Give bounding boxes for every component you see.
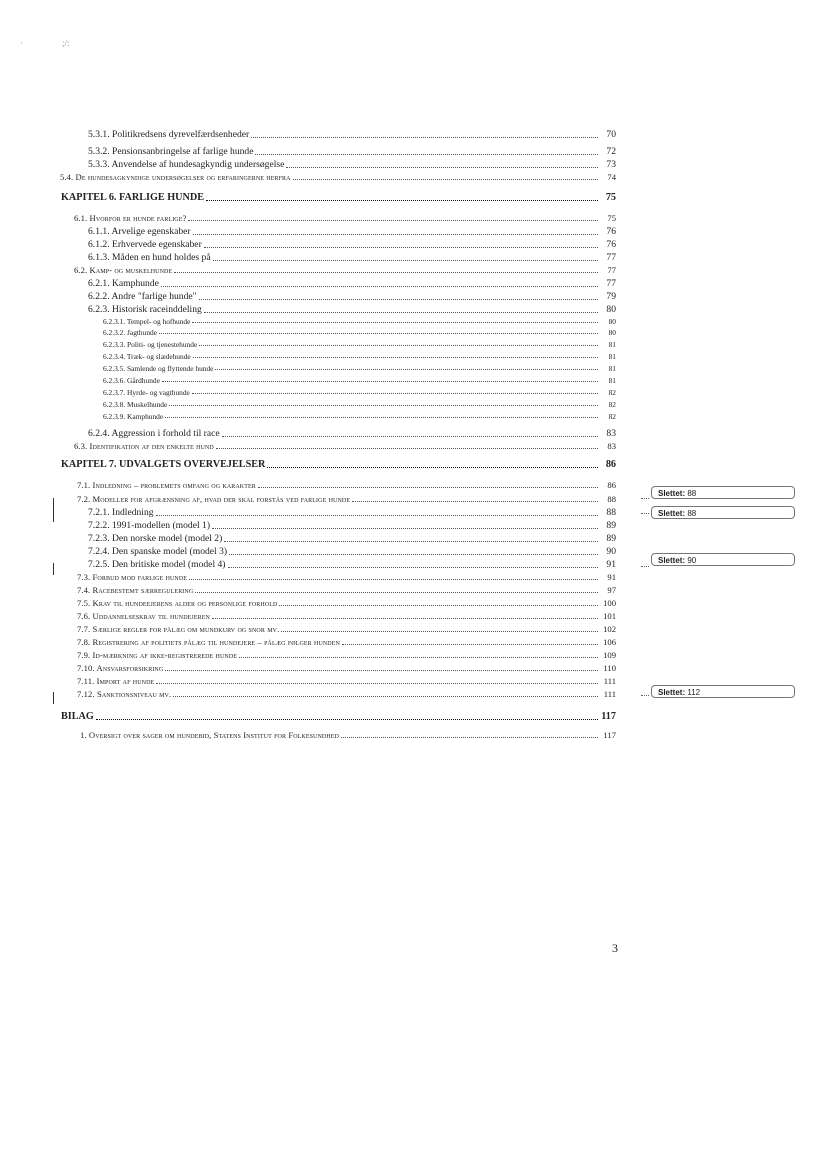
comment-leader bbox=[641, 498, 649, 499]
dot-leader bbox=[192, 322, 598, 323]
toc-entry-title: Måden en hund holdes på bbox=[112, 252, 211, 263]
toc-entry[interactable] bbox=[60, 173, 616, 182]
toc-entry-number: 1. bbox=[80, 730, 87, 740]
dot-leader bbox=[258, 487, 598, 488]
change-bar bbox=[53, 692, 54, 704]
toc-entry[interactable] bbox=[103, 341, 616, 348]
dot-leader bbox=[286, 167, 598, 168]
toc-entry-number: 6.2.3.7. bbox=[103, 388, 126, 397]
toc-entry[interactable] bbox=[103, 413, 616, 420]
dot-leader bbox=[222, 436, 598, 437]
toc-entry[interactable] bbox=[88, 429, 616, 439]
toc-entry-title: Samlende og flyttende hunde bbox=[127, 364, 214, 373]
toc-entry-title: Tempel- og hofhunde bbox=[126, 317, 191, 326]
comment-label: Slettet: bbox=[658, 556, 686, 565]
toc-entry-number: 6.2. bbox=[74, 265, 88, 275]
toc-entry-label bbox=[88, 240, 202, 250]
toc-entry-number: 6.2.3.4. bbox=[103, 352, 126, 361]
dot-leader bbox=[193, 234, 598, 235]
toc-entry-page: 81 bbox=[608, 352, 616, 361]
toc-entry-number: 7.11. bbox=[77, 676, 95, 686]
dot-leader bbox=[341, 737, 598, 738]
toc-entry-label bbox=[103, 329, 157, 336]
toc-entry-page: 88 bbox=[607, 494, 616, 504]
page-number: 3 bbox=[612, 941, 618, 955]
toc-entry-number: 6.2.3.9. bbox=[103, 412, 126, 421]
toc-entry-number: 6.1.2. bbox=[88, 239, 110, 250]
toc-entry-number: 7.2.1. bbox=[88, 507, 110, 518]
toc-entry-number: 6.2.1. bbox=[88, 278, 110, 289]
toc-entry-number: 7.8. bbox=[77, 637, 91, 647]
toc-entry-title: Registrering af politiets pålæg til hundejere – pålæg følger hunden bbox=[92, 637, 340, 647]
toc-entry-label bbox=[74, 442, 214, 451]
toc-entry[interactable] bbox=[77, 481, 616, 490]
toc-entry-number: 7.2. bbox=[77, 494, 91, 504]
dot-leader bbox=[224, 541, 598, 542]
dot-leader bbox=[239, 657, 598, 658]
dot-leader bbox=[255, 154, 598, 155]
toc-entry-label bbox=[88, 253, 211, 263]
toc-entry-title: Id-mærkning af ikke-registrerede hunde bbox=[92, 650, 238, 660]
comment-leader bbox=[641, 695, 649, 696]
toc-entry-page: 86 bbox=[605, 459, 616, 470]
toc-entry-title: Kamp- og muskelhunde bbox=[89, 265, 173, 275]
toc-entry-number: 7.12. bbox=[77, 689, 95, 699]
toc-entry-page: 82 bbox=[608, 412, 616, 421]
dot-leader bbox=[156, 683, 598, 684]
toc-entry-label bbox=[61, 460, 265, 470]
toc-entry-title: Den spanske model (model 3) bbox=[112, 546, 228, 557]
toc-entry-label bbox=[77, 495, 350, 504]
change-bar bbox=[53, 563, 54, 575]
comment-value: 90 bbox=[687, 556, 697, 565]
toc-entry-title: Racebestemt særregulering bbox=[92, 585, 194, 595]
toc-entry-page: 83 bbox=[606, 428, 616, 439]
toc-entry-title: Oversigt over sager om hundebid, Statens Institut for Folkesundhed bbox=[88, 730, 339, 740]
toc-entry-title: KAPITEL 7. UDVALGETS OVERVEJELSER bbox=[61, 459, 266, 470]
scan-artifact: · bbox=[20, 38, 23, 48]
toc-entry-label bbox=[88, 521, 210, 531]
toc-entry-label bbox=[77, 690, 171, 699]
toc-entry-label bbox=[103, 318, 190, 325]
dot-leader bbox=[195, 592, 598, 593]
toc-entry[interactable] bbox=[77, 573, 616, 582]
toc-entry-title: Uddannelseskrav til hundejeren bbox=[92, 611, 210, 621]
toc-entry-title: Erhvervede egenskaber bbox=[112, 239, 202, 250]
toc-entry-page: 82 bbox=[608, 400, 616, 409]
toc-entry-title: Andre "farlige hunde" bbox=[111, 291, 197, 302]
dot-leader bbox=[193, 357, 598, 358]
toc-entry-label bbox=[77, 481, 256, 490]
toc-entry-label bbox=[88, 227, 191, 237]
toc-entry-title: Særlige regler for pålæg om mundkurv og snor mv. bbox=[92, 624, 280, 634]
toc-entry-number: 6.2.3.8. bbox=[103, 400, 126, 409]
toc-entry[interactable] bbox=[103, 329, 616, 336]
toc-entry[interactable] bbox=[80, 731, 616, 740]
dot-leader bbox=[206, 200, 598, 201]
toc-entry-number: 7.1. bbox=[77, 480, 91, 490]
toc-entry-label bbox=[88, 160, 284, 170]
toc-entry-title: Identifikation af den enkelte hund bbox=[89, 441, 214, 451]
toc-entry[interactable] bbox=[103, 318, 616, 325]
dot-leader bbox=[161, 286, 598, 287]
toc-entry[interactable] bbox=[74, 214, 616, 223]
toc-entry[interactable] bbox=[88, 227, 616, 237]
toc-entry-title: Modeller for afgrænsning af, hvad der skal forstås ved farlige hunde bbox=[92, 494, 351, 504]
toc-entry-label bbox=[88, 429, 220, 439]
toc-entry-label bbox=[103, 377, 160, 384]
comment-value: 88 bbox=[687, 509, 697, 518]
toc-entry-title: 1991-modellen (model 1) bbox=[112, 520, 211, 531]
dot-leader bbox=[352, 501, 598, 502]
dot-leader bbox=[156, 515, 598, 516]
toc-entry[interactable] bbox=[77, 638, 616, 647]
toc-entry[interactable] bbox=[77, 586, 616, 595]
toc-entry-title: Gårdhunde bbox=[127, 376, 160, 385]
dot-leader bbox=[251, 137, 598, 138]
toc-entry-label bbox=[77, 612, 210, 621]
scan-artifact: ;/: bbox=[62, 38, 70, 48]
dot-leader bbox=[216, 448, 598, 449]
toc-entry-number: 7.2.4. bbox=[88, 546, 110, 557]
toc-entry-number: 7.9. bbox=[77, 650, 91, 660]
dot-leader bbox=[165, 670, 598, 671]
toc-entry-title: Ansvarsforsikring bbox=[96, 663, 164, 673]
toc-entry-number: 5.4. bbox=[60, 172, 74, 182]
toc-entry-label bbox=[74, 266, 172, 275]
toc-entry-page: 101 bbox=[603, 611, 616, 621]
toc-entry[interactable] bbox=[74, 442, 616, 451]
toc-entry-page: 102 bbox=[603, 624, 616, 634]
toc-entry-number: 7.2.3. bbox=[88, 533, 110, 544]
comment-leader bbox=[641, 566, 649, 567]
toc-entry-label bbox=[77, 599, 277, 608]
toc-entry-page: 74 bbox=[607, 172, 616, 182]
toc-entry-number: 5.3.1. bbox=[88, 129, 110, 140]
toc-entry-page: 111 bbox=[603, 689, 616, 699]
dot-leader bbox=[162, 381, 598, 382]
toc-entry-number: 7.4. bbox=[77, 585, 91, 595]
toc-entry-title: Politikredsens dyrevelfærdsenheder bbox=[112, 129, 250, 140]
toc-entry-label bbox=[88, 508, 154, 518]
toc-entry[interactable] bbox=[88, 160, 616, 170]
toc-entry-label bbox=[77, 586, 193, 595]
toc-entry-title: Indledning bbox=[112, 507, 154, 518]
toc-entry-page: 110 bbox=[603, 663, 616, 673]
dot-leader bbox=[213, 260, 598, 261]
toc-entry-label bbox=[61, 712, 94, 722]
toc-entry-title: Import af hunde bbox=[96, 676, 155, 686]
toc-chapter-entry[interactable] bbox=[61, 193, 616, 203]
toc-entry-number: 6.2.3.3. bbox=[103, 340, 126, 349]
toc-entry-page: 91 bbox=[607, 572, 616, 582]
toc-entry-label bbox=[88, 534, 222, 544]
toc-entry-label bbox=[103, 341, 197, 348]
toc-entry-label bbox=[103, 353, 191, 360]
toc-entry-page: 83 bbox=[607, 441, 616, 451]
toc-entry-title: Jagthunde bbox=[127, 328, 157, 337]
toc-entry-number: 6.2.2. bbox=[88, 291, 110, 302]
toc-entry-number: 6.1.1. bbox=[88, 226, 110, 237]
toc-entry-label bbox=[61, 193, 204, 203]
toc-entry-title: Sanktionsniveau mv. bbox=[96, 689, 172, 699]
toc-entry-page: 89 bbox=[606, 533, 616, 544]
toc-entry-page: 82 bbox=[608, 388, 616, 397]
dot-leader bbox=[199, 345, 598, 346]
toc-entry-number: 7.6. bbox=[77, 611, 91, 621]
toc-entry-title: Den norske model (model 2) bbox=[112, 533, 223, 544]
toc-entry-page: 73 bbox=[606, 159, 616, 170]
toc-entry-title: Krav til hundeejerens alder og personlige forhold bbox=[92, 598, 278, 608]
toc-entry-title: Hyrde- og vagthunde bbox=[127, 388, 190, 397]
toc-entry[interactable] bbox=[88, 521, 616, 531]
toc-entry-number: 7.2.5. bbox=[88, 559, 110, 570]
toc-entry-page: 77 bbox=[606, 278, 616, 289]
toc-entry-number: 6.2.3.2. bbox=[103, 328, 126, 337]
deleted-comment-balloon[interactable] bbox=[651, 486, 795, 499]
toc-entry-page: 106 bbox=[603, 637, 616, 647]
deleted-comment-balloon[interactable] bbox=[651, 553, 795, 566]
toc-entry[interactable] bbox=[77, 625, 616, 634]
toc-entry-label bbox=[103, 401, 167, 408]
toc-entry[interactable] bbox=[74, 266, 616, 275]
toc-entry-title: Forbud mod farlige hunde bbox=[92, 572, 188, 582]
toc-entry-page: 79 bbox=[606, 291, 616, 302]
dot-leader bbox=[165, 417, 598, 418]
toc-entry[interactable] bbox=[88, 240, 616, 250]
toc-entry-number: 7.3. bbox=[77, 572, 91, 582]
toc-entry-title: Kamphunde bbox=[127, 412, 164, 421]
toc-chapter-entry[interactable] bbox=[61, 460, 616, 470]
toc-entry-page: 77 bbox=[606, 252, 616, 263]
dot-leader bbox=[342, 644, 598, 645]
toc-entry-page: 91 bbox=[606, 559, 616, 570]
toc-entry[interactable] bbox=[77, 677, 616, 686]
toc-entry[interactable] bbox=[77, 612, 616, 621]
toc-entry[interactable] bbox=[103, 365, 616, 372]
toc-entry-page: 81 bbox=[608, 376, 616, 385]
deleted-comment-balloon[interactable] bbox=[651, 685, 795, 698]
toc-entry[interactable] bbox=[103, 389, 616, 396]
dot-leader bbox=[159, 333, 598, 334]
dot-leader bbox=[204, 312, 598, 313]
toc-entry-label bbox=[77, 638, 340, 647]
dot-leader bbox=[229, 554, 598, 555]
dot-leader bbox=[267, 467, 598, 468]
dot-leader bbox=[96, 719, 598, 720]
toc-entry-title: Historisk raceinddeling bbox=[112, 304, 202, 315]
toc-entry-page: 97 bbox=[607, 585, 616, 595]
toc-entry-title: Anvendelse af hundesagkyndig undersøgelse bbox=[111, 159, 285, 170]
toc-entry-page: 80 bbox=[608, 328, 616, 337]
toc-entry-page: 90 bbox=[606, 546, 616, 557]
toc-entry-page: 117 bbox=[603, 730, 616, 740]
toc-entry-label bbox=[88, 292, 197, 302]
toc-entry-number: 5.3.3. bbox=[88, 159, 110, 170]
toc-entry-label bbox=[77, 625, 279, 634]
toc-entry[interactable] bbox=[103, 401, 616, 408]
dot-leader bbox=[212, 618, 598, 619]
toc-entry-page: 111 bbox=[603, 676, 616, 686]
toc-entry-label bbox=[80, 731, 339, 740]
comment-label: Slettet: bbox=[658, 489, 686, 498]
toc-entry-label bbox=[88, 147, 253, 157]
dot-leader bbox=[293, 179, 598, 180]
toc-entry-page: 100 bbox=[603, 598, 616, 608]
toc-entry-title: Arvelige egenskaber bbox=[111, 226, 191, 237]
dot-leader bbox=[188, 220, 598, 221]
deleted-comment-balloon[interactable] bbox=[651, 506, 795, 519]
toc-entry[interactable] bbox=[88, 547, 616, 557]
toc-entry[interactable] bbox=[77, 651, 616, 660]
toc-entry-title: Politi- og tjenestehunde bbox=[127, 340, 198, 349]
toc-entry-title: BILAG bbox=[61, 711, 94, 722]
toc-entry-page: 81 bbox=[608, 340, 616, 349]
toc-entry[interactable] bbox=[88, 534, 616, 544]
toc-entry-number: 6.1.3. bbox=[88, 252, 110, 263]
toc-entry-title: Kamphunde bbox=[112, 278, 159, 289]
toc-entry-page: 81 bbox=[608, 364, 616, 373]
toc-entry-label bbox=[77, 573, 187, 582]
dot-leader bbox=[173, 696, 598, 697]
toc-entry-number: 6.2.3.5. bbox=[103, 364, 126, 373]
toc-entry-number: 6.1. bbox=[74, 213, 88, 223]
toc-entry-title: KAPITEL 6. FARLIGE HUNDE bbox=[61, 192, 205, 203]
dot-leader bbox=[204, 247, 598, 248]
toc-entry-page: 75 bbox=[607, 213, 616, 223]
toc-entry[interactable] bbox=[77, 690, 616, 699]
toc-entry[interactable] bbox=[88, 147, 616, 157]
toc-entry-number: 6.2.4. bbox=[88, 428, 110, 439]
toc-entry-page: 77 bbox=[607, 265, 616, 275]
toc-entry-number: 6.2.3. bbox=[88, 304, 110, 315]
toc-entry[interactable] bbox=[77, 599, 616, 608]
dot-leader bbox=[281, 631, 598, 632]
toc-entry-number: 7.5. bbox=[77, 598, 91, 608]
toc-entry-page: 76 bbox=[606, 226, 616, 237]
toc-entry-page: 70 bbox=[606, 129, 616, 140]
toc-entry-page: 88 bbox=[606, 507, 616, 518]
toc-entry[interactable] bbox=[103, 377, 616, 384]
toc-entry[interactable] bbox=[88, 253, 616, 263]
toc-entry-label bbox=[77, 651, 237, 660]
toc-entry-title: Træk- og slædehunde bbox=[126, 352, 191, 361]
toc-entry-title: Aggression i forhold til race bbox=[111, 428, 220, 439]
toc-entry-label bbox=[60, 173, 291, 182]
toc-entry-page: 86 bbox=[607, 480, 616, 490]
toc-entry-label bbox=[88, 279, 159, 289]
toc-entry-title: Indledning – problemets omfang og karakter bbox=[92, 480, 256, 490]
toc-entry-page: 75 bbox=[605, 192, 616, 203]
dot-leader bbox=[228, 567, 599, 568]
toc-entry-label bbox=[88, 560, 226, 570]
toc-entry-label bbox=[103, 389, 190, 396]
comment-leader bbox=[641, 513, 649, 514]
comment-label: Slettet: bbox=[658, 688, 686, 697]
toc-entry-label bbox=[74, 214, 186, 223]
toc-entry-title: Hvorfor er hunde farlige? bbox=[89, 213, 187, 223]
toc-entry-number: 7.10. bbox=[77, 663, 95, 673]
toc-entry-page: 76 bbox=[606, 239, 616, 250]
toc-entry[interactable] bbox=[103, 353, 616, 360]
dot-leader bbox=[212, 528, 598, 529]
toc-entry[interactable] bbox=[88, 130, 616, 140]
dot-leader bbox=[192, 393, 598, 394]
dot-leader bbox=[199, 299, 598, 300]
toc-entry-page: 109 bbox=[603, 650, 616, 660]
toc-entry-page: 117 bbox=[601, 711, 616, 722]
toc-entry-page: 80 bbox=[606, 304, 616, 315]
toc-entry-title: Muskelhunde bbox=[127, 400, 168, 409]
toc-entry-page: 72 bbox=[606, 146, 616, 157]
toc-entry[interactable] bbox=[77, 664, 616, 673]
toc-entry[interactable] bbox=[88, 292, 616, 302]
toc-entry-label bbox=[77, 677, 154, 686]
comment-value: 88 bbox=[687, 489, 697, 498]
toc-entry-label bbox=[103, 365, 213, 372]
toc-entry-number: 6.2.3.1. bbox=[103, 317, 126, 326]
dot-leader bbox=[169, 405, 598, 406]
toc-entry[interactable] bbox=[77, 495, 616, 504]
toc-entry-label bbox=[88, 305, 202, 315]
toc-entry-label bbox=[77, 664, 163, 673]
toc-entry-label bbox=[88, 130, 249, 140]
toc-entry-title: Den britiske model (model 4) bbox=[112, 559, 226, 570]
toc-entry-title: Pensionsanbringelse af farlige hunde bbox=[112, 146, 254, 157]
comment-value: 112 bbox=[687, 688, 701, 697]
toc-entry[interactable] bbox=[88, 560, 616, 570]
toc-entry-number: 7.2.2. bbox=[88, 520, 110, 531]
dot-leader bbox=[189, 579, 598, 580]
toc-entry-number: 7.7. bbox=[77, 624, 91, 634]
toc-entry[interactable] bbox=[88, 305, 616, 315]
toc-entry-number: 6.2.3.6. bbox=[103, 376, 126, 385]
toc-entry-label bbox=[103, 413, 163, 420]
toc-entry-page: 89 bbox=[606, 520, 616, 531]
change-bar bbox=[53, 498, 54, 522]
toc-entry-label bbox=[88, 547, 227, 557]
toc-entry-number: 6.3. bbox=[74, 441, 88, 451]
dot-leader bbox=[174, 272, 598, 273]
toc-entry[interactable] bbox=[88, 279, 616, 289]
dot-leader bbox=[215, 369, 598, 370]
toc-entry[interactable] bbox=[88, 508, 616, 518]
dot-leader bbox=[279, 605, 598, 606]
toc-entry-number: 5.3.2. bbox=[88, 146, 110, 157]
toc-entry-page: 80 bbox=[608, 317, 616, 326]
toc-chapter-entry[interactable] bbox=[61, 712, 616, 722]
toc-entry-title: De hundesagkyndige undersøgelser og erfaringerne herfra bbox=[75, 172, 291, 182]
comment-label: Slettet: bbox=[658, 509, 686, 518]
